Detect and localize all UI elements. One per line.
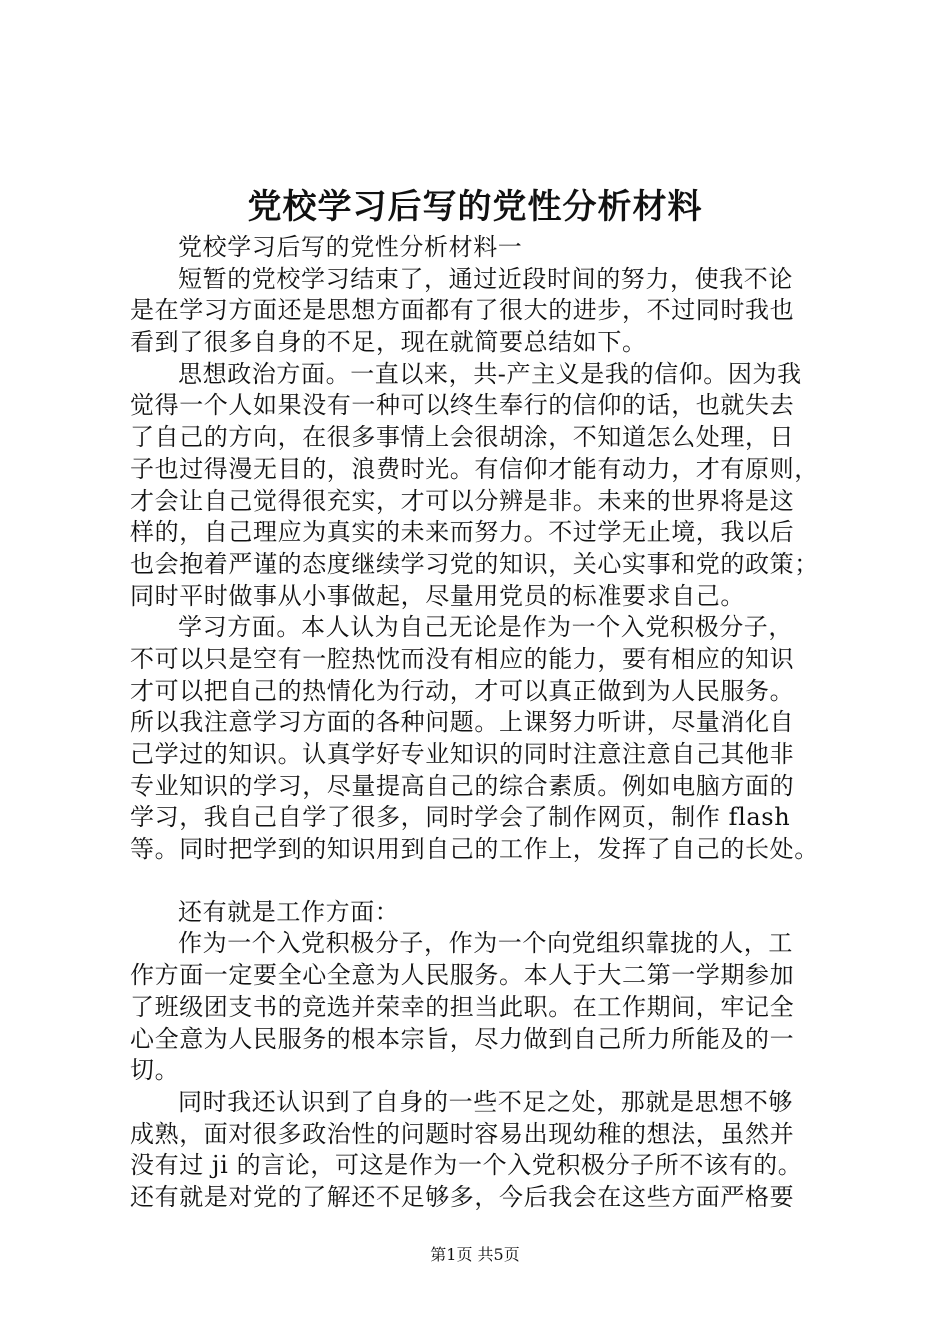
paragraph-line: 心全意为人民服务的根本宗旨，尽力做到自己所力所能及的一	[130, 1024, 795, 1053]
paragraph-line: 还有就是对党的了解还不足够多，今后我会在这些方面严格要	[130, 1182, 795, 1211]
blank-line	[130, 866, 840, 897]
paragraph-line: 同时平时做事从小事做起，尽量用党员的标准要求自己。	[130, 581, 745, 610]
document-title: 党校学习后写的党性分析材料	[247, 187, 703, 227]
paragraph-line: 看到了很多自身的不足，现在就简要总结如下。	[130, 328, 647, 357]
document-body	[130, 232, 840, 1214]
paragraph-line: 样的，自己理应为真实的未来而努力。不过学无止境，我以后	[130, 518, 795, 547]
paragraph-line: 思想政治方面。一直以来，共-产主义是我的信仰。因为我	[178, 359, 802, 388]
paragraph-line: 专业知识的学习，尽量提高自己的综合素质。例如电脑方面的	[130, 771, 795, 800]
page-number-footer: 第1页 共5页	[430, 1245, 520, 1264]
paragraph-line: 觉得一个人如果没有一种可以终生奉行的信仰的话，也就失去	[130, 391, 795, 420]
paragraph-line: 不可以只是空有一腔热忱而没有相应的能力，要有相应的知识	[130, 644, 795, 673]
paragraph-line: 等。同时把学到的知识用到自己的工作上，发挥了自己的长处。	[130, 835, 819, 864]
paragraph-line: 学习方面。本人认为自己无论是作为一个入党积极分子，	[178, 613, 793, 642]
paragraph-line: 学习，我自己自学了很多，同时学会了制作网页，制作 flash	[130, 803, 791, 832]
paragraph-line: 了自己的方向，在很多事情上会很胡涂，不知道怎么处理，日	[130, 423, 795, 452]
paragraph-line: 作为一个入党积极分子，作为一个向党组织靠拢的人，工	[178, 929, 793, 958]
paragraph-line: 还有就是工作方面：	[178, 897, 400, 926]
paragraph-line: 作方面一定要全心全意为人民服务。本人于大二第一学期参加	[130, 961, 795, 990]
paragraph-line: 党校学习后写的党性分析材料一	[178, 233, 523, 261]
paragraph-line: 切。	[130, 1056, 180, 1085]
paragraph-line: 没有过 ji 的言论，可这是作为一个入党积极分子所不该有的。	[130, 1151, 803, 1180]
paragraph-line: 才会让自己觉得很充实，才可以分辨是非。未来的世界将是这	[130, 486, 795, 515]
paragraph-line: 同时我还认识到了自身的一些不足之处，那就是思想不够	[178, 1087, 793, 1116]
paragraph-line: 所以我注意学习方面的各种问题。上课努力听讲，尽量消化自	[130, 708, 795, 737]
paragraph-line: 了班级团支书的竞选并荣幸的担当此职。在工作期间，牢记全	[130, 992, 795, 1021]
paragraph-line: 己学过的知识。认真学好专业知识的同时注意注意自己其他非	[130, 740, 795, 768]
paragraph-line: 才可以把自己的热情化为行动，才可以真正做到为人民服务。	[130, 676, 795, 705]
paragraph-line: 短暂的党校学习结束了，通过近段时间的努力，使我不论	[178, 264, 793, 293]
paragraph-line: 也会抱着严谨的态度继续学习党的知识，关心实事和党的政策；	[130, 549, 819, 578]
paragraph-line: 成熟，面对很多政治性的问题时容易出现幼稚的想法，虽然并	[130, 1119, 795, 1148]
paragraph-line: 是在学习方面还是思想方面都有了很大的进步，不过同时我也	[130, 296, 795, 325]
paragraph-line: 子也过得漫无目的，浪费时光。有信仰才能有动力，才有原则，	[130, 454, 819, 483]
